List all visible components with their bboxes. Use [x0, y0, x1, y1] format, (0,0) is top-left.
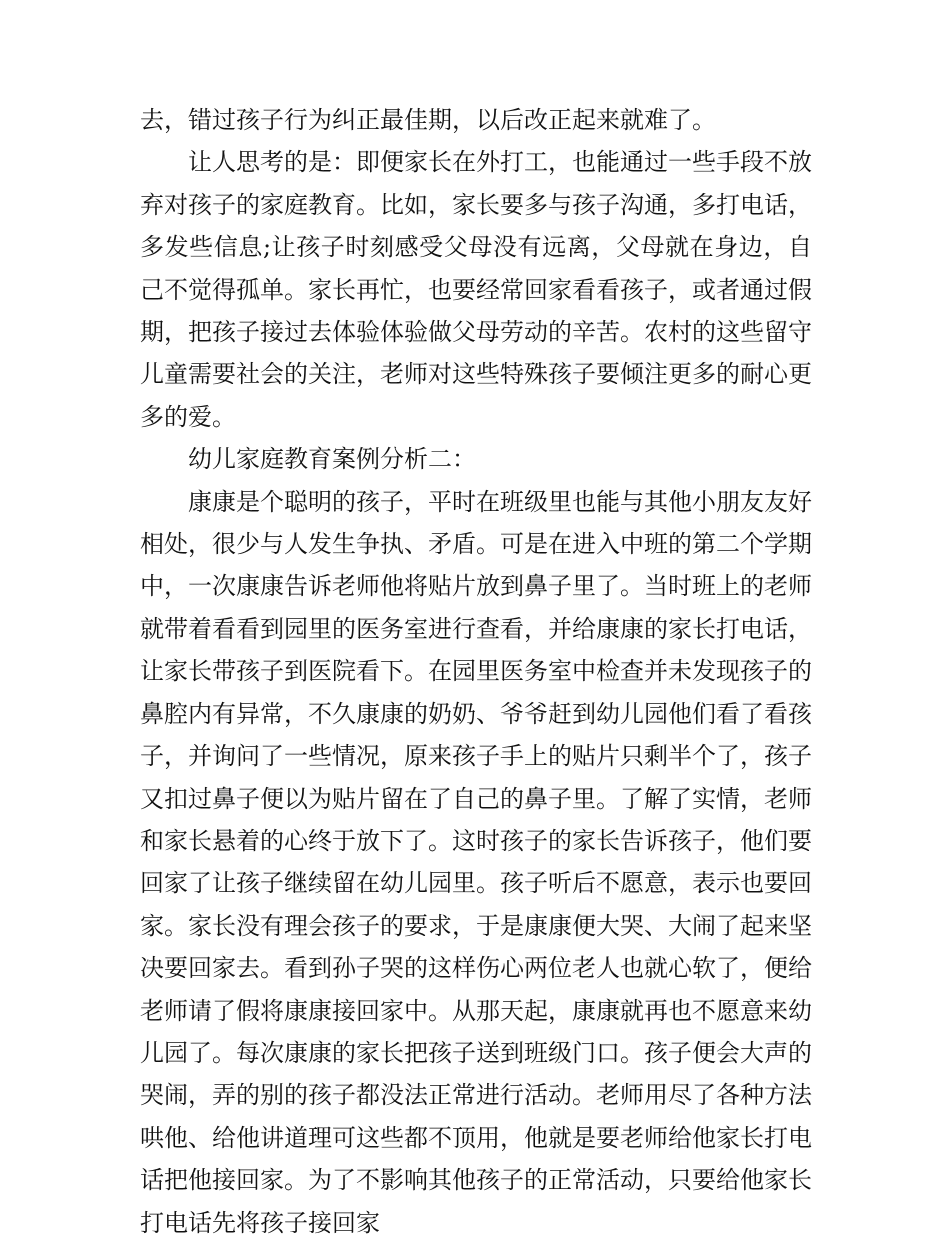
section-heading-case-two: 幼儿家庭教育案例分析二： — [188, 445, 476, 474]
paragraph-reflection: 让人思考的是：即便家长在外打工，也能通过一些手段不放弃对孩子的家庭教育。比如，家长要多与孩子沟通，多打电话，多发些信息;让孩子时刻感受父母没有远离，父母就在身边，自己不觉得孤单。家长再忙，也要经常回家看看孩子，或者通过假期，把孩子接过去体验体验做父母劳动的辛苦。农村的这些留守儿童需要社会的关注，老师对这些特殊孩子要倾注更多的耐心更多的爱。 — [140, 148, 812, 431]
document-body — [140, 99, 812, 1244]
paragraph-continuation: 去，错过孩子行为纠正最佳期，以后改正起来就难了。 — [140, 106, 716, 134]
paragraph-case-two-body: 康康是个聪明的孩子，平时在班级里也能与其他小朋友友好相处，很少与人发生争执、矛盾。可是在进入中班的第二个学期中，一次康康告诉老师他将贴片放到鼻子里了。当时班上的老师就带着看看到园里的医务室进行查看，并给康康的家长打电话，让家长带孩子到医院看下。在园里医务室中检查并未发现孩子的鼻腔内有异常，不久康康的奶奶、爷爷赶到幼儿园他们看了看孩子，并询问了一些情况，原来孩子手上的贴片只剩半个了，孩子又扣过鼻子便以为贴片留在了自己的鼻子里。了解了实情，老师和家长悬着的心终于放下了。这时孩子的家长告诉孩子，他们要回家了让孩子继续留在幼儿园里。孩子听后不愿意，表示也要回家。家长没有理会孩子的要求，于是康康便大哭、大闹了起来坚决要回家去。看到孙子哭的这样伤心两位老人也就心软了，便给老师请了假将康康接回家中。从那天起，康康就再也不愿意来幼儿园了。每次康康的家长把孩子送到班级门口。孩子便会大声的哭闹，弄的别的孩子都没法正常进行活动。老师用尽了各种方法哄他、给他讲道理可这些都不顶用，他就是要老师给他家长打电话把他接回家。为了不影响其他孩子的正常活动，只要给他家长打电话先将孩子接回家 — [140, 487, 812, 1237]
